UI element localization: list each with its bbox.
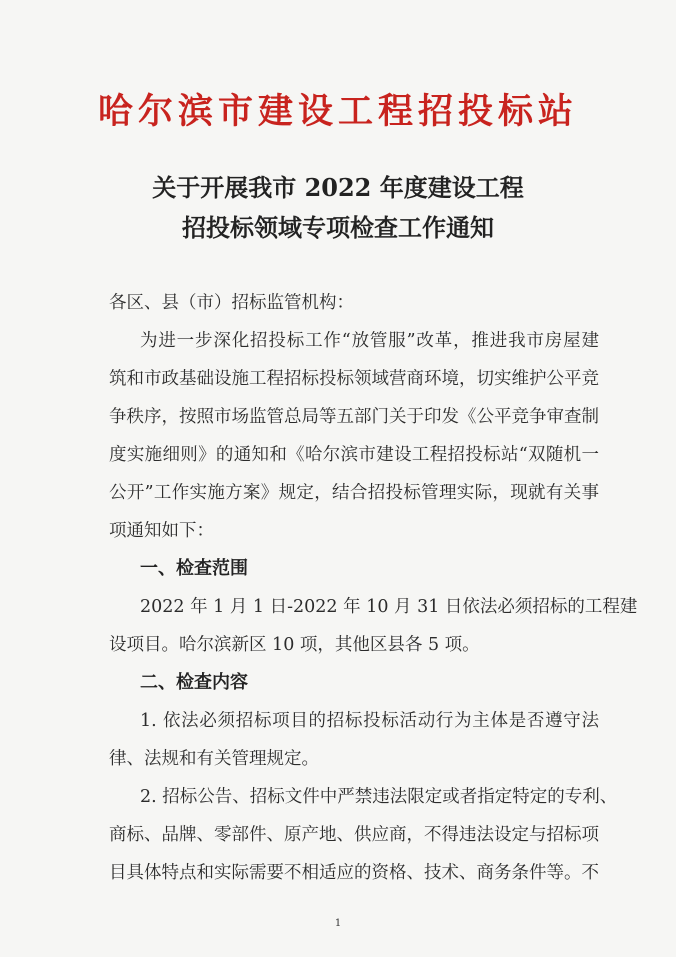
section2-item1-line: 律、法规和有关管理规定。 [109,749,319,769]
intro-line: 项通知如下： [109,521,214,541]
org-letterhead-title: 哈尔滨市建设工程招投标站 [97,91,578,132]
section2-item2-line: 2. 招标公告、招标文件中严禁违法限定或者指定特定的专利、 [140,787,618,807]
notice-title-line-2: 招投标领域专项检查工作通知 [182,213,494,242]
salutation: 各区、县（市）招标监管机构： [109,293,354,313]
section-heading-content: 二、检查内容 [140,672,248,693]
section2-item1-line: 1. 依法必须招标项目的招标投标活动行为主体是否遵守法 [140,711,599,731]
intro-line: 筑和市政基础设施工程招标投标领域营商环境，切实维护公平竞 [109,369,599,389]
section-heading-scope: 一、检查范围 [140,558,248,579]
notice-title-line-1: 关于开展我市 2022 年度建设工程 [152,173,524,202]
intro-line: 为进一步深化招投标工作“放管服”改革，推进我市房屋建 [140,331,599,351]
section1-line: 2022 年 1 月 1 日-2022 年 10 月 31 日依法必须招标的工程建 [140,597,638,617]
intro-line: 度实施细则》的通知和《哈尔滨市建设工程招投标站“双随机一 [109,445,599,465]
intro-line: 公开”工作实施方案》规定，结合招投标管理实际，现就有关事 [109,483,599,503]
section2-item2-line: 商标、品牌、零部件、原产地、供应商，不得违法设定与招标项 [109,825,599,845]
section2-item2-line: 目具体特点和实际需要不相适应的资格、技术、商务条件等。不 [109,863,599,883]
intro-line: 争秩序，按照市场监管总局等五部门关于印发《公平竞争审查制 [109,407,599,427]
section1-line: 设项目。哈尔滨新区 10 项，其他区县各 5 项。 [109,635,480,655]
page-number: 1 [334,918,342,929]
